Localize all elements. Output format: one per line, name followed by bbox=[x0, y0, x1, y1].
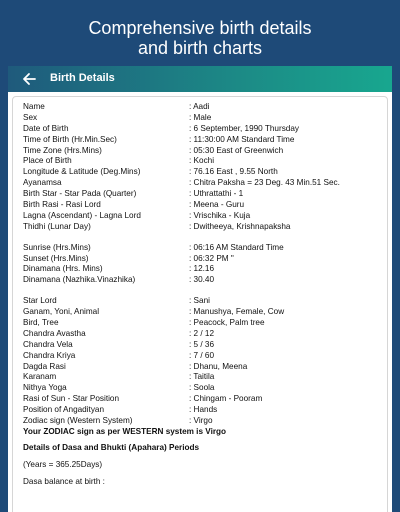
detail-label: Nithya Yoga bbox=[23, 383, 67, 393]
day-details-section bbox=[19, 243, 379, 287]
detail-label: Dinamana (Hrs. Mins) bbox=[23, 264, 103, 274]
detail-label: Name bbox=[23, 102, 45, 111]
detail-row bbox=[19, 222, 379, 233]
app-screen bbox=[8, 66, 392, 512]
detail-value: : 5 / 36 bbox=[189, 339, 215, 349]
detail-value: : 12.16 bbox=[189, 264, 215, 274]
detail-row bbox=[19, 372, 379, 383]
detail-row bbox=[19, 113, 379, 124]
detail-row bbox=[19, 296, 379, 307]
detail-label: Chandra Avastha bbox=[23, 328, 86, 338]
years-note: (Years = 365.25Days) bbox=[23, 459, 103, 469]
detail-row bbox=[19, 243, 379, 254]
detail-label: Birth Star - Star Pada (Quarter) bbox=[23, 189, 137, 199]
promo-header bbox=[0, 0, 400, 66]
birth-details-card bbox=[12, 96, 388, 512]
detail-value: : Manushya, Female, Cow bbox=[189, 307, 285, 317]
promo-title-line-1: Comprehensive birth details bbox=[88, 18, 312, 38]
detail-row bbox=[19, 189, 379, 200]
detail-label: Sunrise (Hrs.Mins) bbox=[23, 242, 91, 252]
detail-label: Sex bbox=[23, 112, 38, 122]
detail-value: : Chitra Paksha = 23 Deg. 43 Min.51 Sec. bbox=[189, 178, 340, 188]
dasa-heading: Details of Dasa and Bhukti (Apahara) Periods bbox=[23, 442, 200, 452]
detail-label: Thidhi (Lunar Day) bbox=[23, 221, 91, 231]
detail-label: Dagda Rasi bbox=[23, 361, 66, 371]
detail-label: Dinamana (Nazhika.Vinazhika) bbox=[23, 275, 136, 285]
detail-value: : Uthrattathi - 1 bbox=[189, 189, 244, 199]
detail-value: : 05:30 East of Greenwich bbox=[189, 145, 284, 155]
detail-value: : Sani bbox=[189, 296, 210, 306]
detail-value: : 2 / 12 bbox=[189, 328, 215, 338]
detail-row bbox=[19, 416, 379, 427]
detail-row bbox=[19, 329, 379, 340]
detail-row bbox=[19, 383, 379, 394]
detail-label: Chandra Vela bbox=[23, 339, 73, 349]
detail-value: : Meena - Guru bbox=[189, 200, 245, 210]
detail-value: : Peacock, Palm tree bbox=[189, 318, 265, 328]
detail-row bbox=[19, 307, 379, 318]
detail-row bbox=[19, 211, 379, 222]
detail-label: Date of Birth bbox=[23, 123, 69, 133]
detail-row bbox=[19, 124, 379, 135]
detail-row bbox=[19, 156, 379, 167]
detail-value: : 06:16 AM Standard Time bbox=[189, 242, 284, 252]
detail-value: : 06:32 PM " bbox=[189, 253, 234, 263]
basic-details-section bbox=[19, 102, 379, 233]
detail-label: Rasi of Sun - Star Position bbox=[23, 394, 120, 404]
detail-value: : Vrischika - Kuja bbox=[189, 210, 251, 220]
detail-label: Bird, Tree bbox=[23, 318, 59, 328]
detail-row bbox=[19, 264, 379, 275]
detail-value: : Virgo bbox=[189, 416, 213, 426]
detail-row bbox=[19, 146, 379, 157]
detail-value: : Dhanu, Meena bbox=[189, 361, 248, 371]
detail-label: Position of Angadityan bbox=[23, 405, 105, 415]
dasa-balance-label: Dasa balance at birth : bbox=[23, 476, 105, 486]
birth-details-list bbox=[19, 102, 379, 488]
detail-label: Chandra Kriya bbox=[23, 350, 76, 360]
detail-label: Sunset (Hrs.Mins) bbox=[23, 253, 89, 263]
detail-label: Lagna (Ascendant) - Lagna Lord bbox=[23, 210, 141, 220]
zodiac-note: Your ZODIAC sign as per WESTERN system is Virgo bbox=[23, 426, 227, 436]
detail-row bbox=[19, 178, 379, 189]
detail-row bbox=[19, 340, 379, 351]
detail-label: Longitude & Latitude (Deg.Mins) bbox=[23, 167, 141, 177]
detail-row bbox=[19, 135, 379, 146]
detail-label: Time of Birth (Hr.Min.Sec) bbox=[23, 134, 117, 144]
detail-value: : Kochi bbox=[189, 156, 215, 166]
detail-row bbox=[19, 167, 379, 178]
detail-row bbox=[19, 318, 379, 329]
detail-label: Star Lord bbox=[23, 296, 57, 306]
app-bar-title: Birth Details bbox=[50, 72, 115, 84]
detail-label: Ayanamsa bbox=[23, 178, 62, 188]
detail-label: Zodiac sign (Western System) bbox=[23, 416, 133, 426]
detail-value: : Chingam - Pooram bbox=[189, 394, 263, 404]
detail-value: : Hands bbox=[189, 405, 218, 415]
detail-value: : 7 / 60 bbox=[189, 350, 215, 360]
detail-value: : 11:30:00 AM Standard Time bbox=[189, 134, 295, 144]
detail-label: Karanam bbox=[23, 372, 57, 382]
detail-label: Place of Birth bbox=[23, 156, 72, 166]
detail-value: : Taitila bbox=[189, 372, 215, 382]
app-bar bbox=[8, 66, 392, 92]
detail-row bbox=[19, 200, 379, 211]
detail-row bbox=[19, 405, 379, 416]
detail-row bbox=[19, 362, 379, 373]
detail-label: Birth Rasi - Rasi Lord bbox=[23, 200, 101, 210]
detail-label: Time Zone (Hrs.Mins) bbox=[23, 145, 102, 155]
detail-row bbox=[19, 275, 379, 286]
detail-value: : 76.16 East , 9.55 North bbox=[189, 167, 278, 177]
promo-title-line-2: and birth charts bbox=[137, 38, 263, 58]
detail-label: Ganam, Yoni, Animal bbox=[23, 307, 100, 317]
detail-row bbox=[19, 102, 379, 113]
detail-row bbox=[19, 254, 379, 265]
detail-value: : 6 September, 1990 Thursday bbox=[189, 123, 299, 133]
detail-value: : 30.40 bbox=[189, 275, 215, 285]
detail-value: : Aadi bbox=[189, 102, 210, 111]
detail-row bbox=[19, 394, 379, 405]
detail-value: : Male bbox=[189, 112, 212, 122]
astro-details-section bbox=[19, 296, 379, 427]
detail-value: : Soola bbox=[189, 383, 215, 393]
detail-value: : Dwitheeya, Krishnapaksha bbox=[189, 221, 291, 231]
detail-row bbox=[19, 351, 379, 362]
arrow-left-icon[interactable] bbox=[22, 71, 36, 87]
